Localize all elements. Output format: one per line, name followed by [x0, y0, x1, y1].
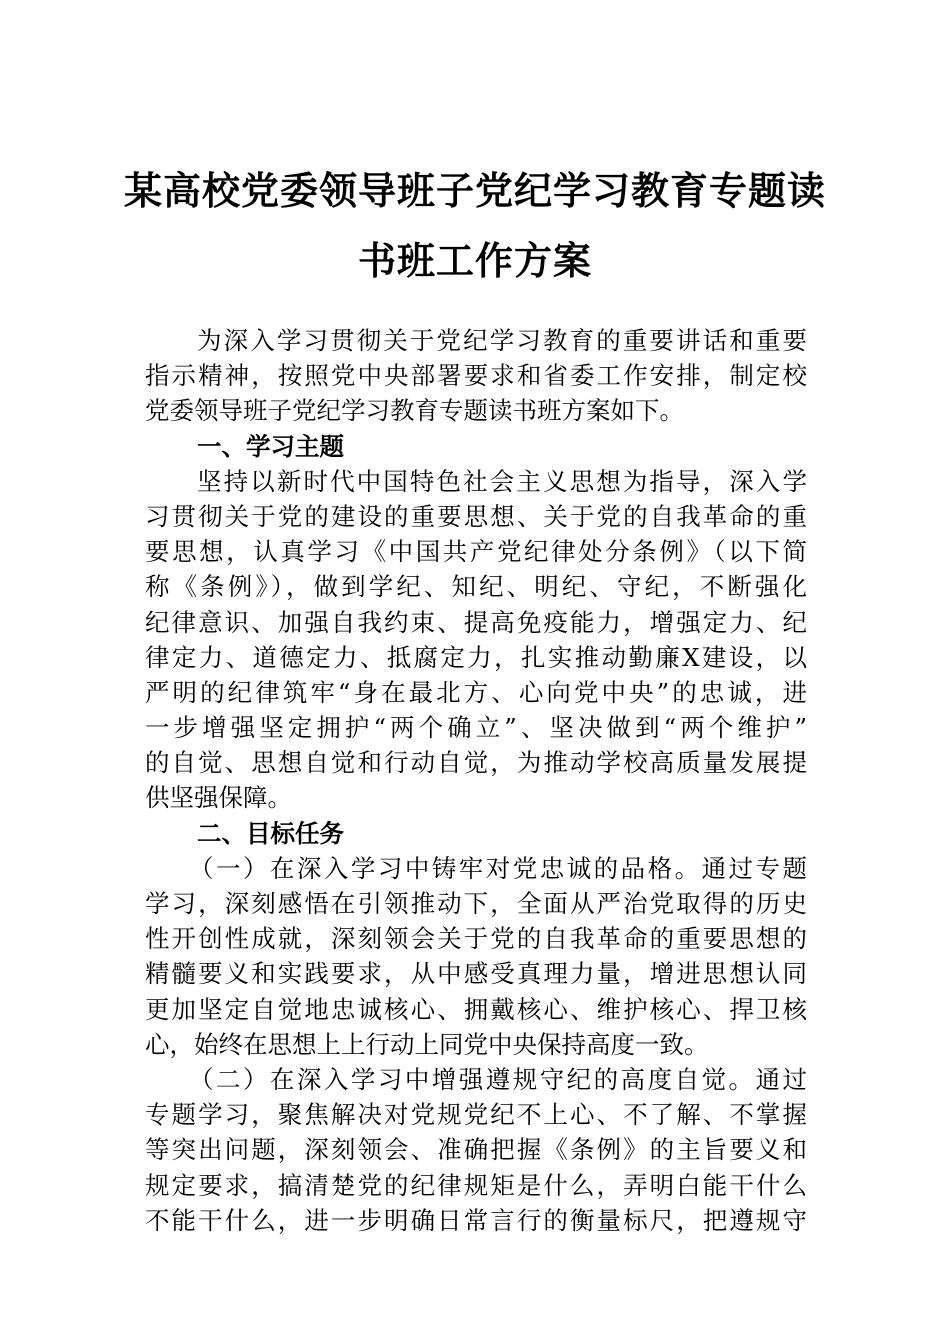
item2-line: 不能干什么，进一步明确日常言行的衡量标尺，把遵规守 [145, 1205, 807, 1235]
section1-line: 严明的纪律筑牢“身在最北方、心向党中央”的忠诚，进 [145, 677, 807, 707]
section1-line: 称《条例》），做到学纪、知纪、明纪、守纪，不断强化 [145, 572, 807, 602]
item1-line: 性开创性成就，深刻领会关于党的自我革命的重要思想的 [145, 924, 807, 954]
section1-line: 坚持以新时代中国特色社会主义思想为指导，深入学 [197, 466, 807, 496]
intro-line: 为深入学习贯彻关于党纪学习教育的重要讲话和重要 [197, 326, 807, 355]
item2-line: 等突出问题，深刻领会、准确把握《条例》的主旨要义和 [145, 1135, 807, 1165]
intro-line: 指示精神，按照党中央部署要求和省委工作安排，制定校 [145, 361, 807, 391]
section1-line: 律定力、道德定力、抵腐定力，扎实推动勤廉X建设，以 [145, 642, 807, 672]
document-title-line-1: 某高校党委领导班子党纪学习教育专题读 [123, 168, 826, 213]
section-heading-goals-tasks: 二、目标任务 [197, 818, 344, 848]
document-title-line-2: 书班工作方案 [357, 238, 592, 283]
item1-line: （一）在深入学习中铸牢对党忠诚的品格。通过专题 [189, 853, 807, 883]
section1-line: 一步增强坚定拥护“两个确立”、坚决做到“两个维护” [145, 713, 807, 743]
item2-line: 专题学习，聚焦解决对党规党纪不上心、不了解、不掌握 [145, 1100, 807, 1130]
section1-line: 习贯彻关于党的建设的重要思想、关于党的自我革命的重 [145, 501, 807, 531]
section1-line: 的自觉、思想自觉和行动自觉，为推动学校高质量发展提 [145, 748, 807, 778]
document-body [145, 323, 807, 1238]
section1-line: 供坚强保障。 [145, 783, 292, 813]
item1-line: 心，始终在思想上上行动上同党中央保持高度一致。 [145, 1029, 709, 1059]
item1-line: 更加坚定自觉地忠诚核心、拥戴核心、维护核心、捍卫核 [145, 994, 807, 1024]
item1-line: 学习，深刻感悟在引领推动下，全面从严治党取得的历史 [145, 889, 807, 918]
section1-line: 要思想，认真学习《中国共产党纪律处分条例》（以下简 [145, 537, 807, 567]
intro-line: 党委领导班子党纪学习教育专题读书班方案如下。 [145, 396, 684, 426]
section-heading-study-theme: 一、学习主题 [197, 431, 344, 461]
item1-line: 精髓要义和实践要求，从中感受真理力量，增进思想认同 [145, 959, 807, 989]
section1-line: 纪律意识、加强自我约束、提高免疫能力，增强定力、纪 [145, 607, 807, 637]
item2-line: 规定要求，搞清楚党的纪律规矩是什么，弄明白能干什么 [145, 1170, 807, 1200]
item2-line: （二）在深入学习中增强遵规守纪的高度自觉。通过 [189, 1064, 807, 1094]
